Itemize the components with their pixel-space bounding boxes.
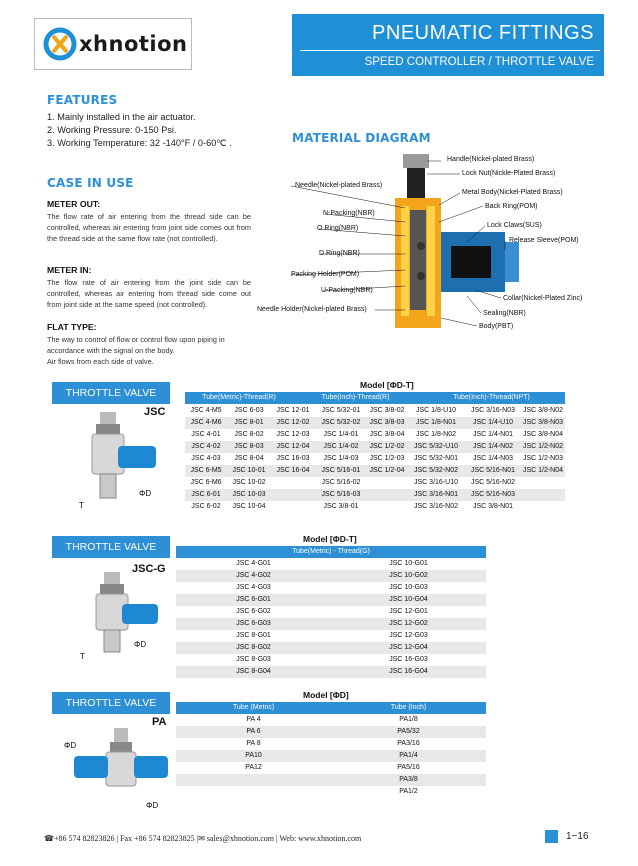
jsc-table-cell: JSC 3/8-N03 — [522, 419, 564, 426]
features-list — [47, 111, 267, 150]
pa-product-image — [70, 726, 170, 806]
jscg-table-cell: JSC 10-G03 — [389, 584, 428, 591]
jsc-table-cell: JSC 3/16-N02 — [414, 503, 458, 510]
page-title: PNEUMATIC FITTINGS — [372, 22, 594, 44]
jsc-table-cell — [521, 477, 565, 489]
jsc-table-cell: JSC 4-03 — [191, 455, 221, 462]
material-diagram — [255, 150, 615, 340]
jsc-table-cell: JSC 5/32-U10 — [414, 443, 458, 450]
jsc-table-cell: JSC 3/8-01 — [323, 503, 359, 510]
pa-table-row — [176, 774, 486, 786]
pa-table-cell: PA1/8 — [399, 716, 418, 723]
jsc-table-cell: JSC 5/32-01 — [321, 407, 361, 414]
jscg-table-row — [176, 618, 486, 630]
jsc-table-cell: JSC 8-04 — [234, 455, 264, 462]
jsc-table-cell: JSC 1/4-U10 — [472, 419, 514, 426]
meter-out-text: The flow rate of air entering from the thread side can be controlled, whereas air entering from joint side comes out from the thread side at the same flow rate (not controlled). — [47, 212, 251, 243]
jsc-table-cell: JSC 1/4-N02 — [472, 443, 514, 450]
feature-item: 3. Working Temperature: 32 -140°F / 0-60℃ . — [47, 138, 232, 148]
jsc-dim-d: ΦD — [139, 489, 152, 498]
jscg-table-cell: JSC 12-G02 — [389, 620, 428, 627]
flat-type-text-2: Air flows from each side of valve. — [47, 357, 154, 366]
jscg-table-cell: JSC 4-G01 — [236, 560, 271, 567]
jsc-table-cell: JSC 10-02 — [232, 479, 266, 486]
jscg-table-header — [176, 546, 486, 558]
jsc-table-cell: JSC 1/2-N02 — [522, 443, 564, 450]
pa-table-row — [176, 750, 486, 762]
pa-header-cell: Tube (Metric) — [232, 704, 275, 711]
diagram-label: Lock Claws(SUS) — [487, 222, 542, 229]
flat-type-title: FLAT TYPE: — [47, 322, 97, 332]
jsc-table-cell: JSC 6-M5 — [190, 467, 222, 474]
diagram-label: Packing Holder(POM) — [291, 271, 360, 278]
jsc-table-cell: JSC 1/4-N01 — [472, 431, 514, 438]
jsc-table-cell — [271, 477, 315, 489]
jsc-table-row — [185, 429, 565, 441]
pa-product-name: PA — [152, 716, 167, 728]
brand-name: xhnotion — [79, 32, 188, 56]
case-heading: CASE IN USE — [47, 176, 134, 190]
pa-table-cell: PA1/4 — [399, 752, 418, 759]
jsc-table-cell: JSC 5/16-N01 — [471, 467, 515, 474]
pa-table-cell: PA5/16 — [397, 764, 420, 771]
flat-type-text: The way to control of flow or control flow upon piping in accordance with the signal on the body. — [47, 335, 225, 355]
jscg-model-label: Model [ΦD-T] — [303, 534, 357, 544]
page-number: 1−16 — [566, 831, 589, 842]
jsc-table-cell: JSC 10-04 — [232, 503, 266, 510]
jsc-table-cell: JSC 12-04 — [276, 443, 310, 450]
pa-table-row — [176, 762, 486, 774]
jsc-product-name: JSC — [144, 406, 166, 418]
pa-table-cell — [176, 786, 331, 798]
jscg-table-cell: JSC 12-G04 — [389, 644, 428, 651]
jsc-table-cell: JSC 1/4-01 — [323, 431, 359, 438]
feature-item: 2. Working Pressure: 0-150 Psi. — [47, 125, 177, 135]
jsc-table-cell: JSC 8-01 — [234, 419, 264, 426]
jsc-table-cell: JSC 3/16-N01 — [414, 491, 458, 498]
jsc-table-row — [185, 453, 565, 465]
meter-in-title: METER IN: — [47, 265, 92, 275]
meter-out-title: METER OUT: — [47, 199, 101, 209]
jsc-table-cell: JSC 4-M6 — [190, 419, 222, 426]
jsc-table-row — [185, 441, 565, 453]
diagram-label: D Ring(NBR) — [319, 250, 360, 257]
pa-table-cell: PA 4 — [246, 716, 261, 723]
jsc-header-cell: Tube(Metric)-Thread(R) — [202, 394, 276, 401]
jsc-table-row — [185, 477, 565, 489]
jsc-table-cell: JSC 6-01 — [191, 491, 221, 498]
jscg-table-row — [176, 654, 486, 666]
jsc-table-cell — [521, 501, 565, 513]
jscg-table-cell: JSC 8-G01 — [236, 632, 271, 639]
jscg-table-cell: JSC 12-G03 — [389, 632, 428, 639]
jsc-table-cell: JSC 5/16-02 — [321, 479, 361, 486]
jsc-header-cell: Tube(Inch)-Thread(NPT) — [453, 394, 530, 401]
pa-dim-d-bottom: ΦD — [146, 801, 159, 810]
jsc-table-cell — [367, 501, 407, 513]
jscg-table-cell: JSC 8-G03 — [236, 656, 271, 663]
pa-table-cell — [176, 774, 331, 786]
jsc-table-cell: JSC 5/32-N01 — [414, 455, 458, 462]
pa-table-cell: PA3/8 — [399, 776, 418, 783]
footer-contact: ☎+86 574 82823826 | Fax +86 574 82823825 |✉ sales@xhnotion.com | Web: www.xhnotion.com — [44, 834, 362, 843]
jsc-table-cell: JSC 1/8-U10 — [415, 407, 457, 414]
diagram-label: Release Sleeve(POM) — [509, 237, 579, 244]
pa-table-cell: PA5/32 — [397, 728, 420, 735]
jscg-table-cell: JSC 8-G02 — [236, 644, 271, 651]
pa-header-cell: Tube (Inch) — [390, 704, 427, 711]
jsc-table-cell: JSC 3/8-04 — [369, 431, 405, 438]
pa-table-row — [176, 786, 486, 798]
pa-table — [176, 714, 486, 798]
jsc-table-header — [185, 392, 565, 404]
jscg-dim-d: ΦD — [134, 640, 147, 649]
pa-table-header — [176, 702, 486, 714]
jscg-table-row — [176, 666, 486, 678]
pa-section-title: THROTTLE VALVE — [52, 692, 170, 714]
jscg-table-cell: JSC 6-G03 — [236, 620, 271, 627]
pa-table-row — [176, 726, 486, 738]
diagram-label: Needle Holder(Nickel-plated Brass) — [257, 306, 367, 313]
pa-table-row — [176, 714, 486, 726]
pa-table-row — [176, 738, 486, 750]
pa-table-cell: PA 6 — [246, 728, 261, 735]
jsc-table-cell: JSC 12-01 — [276, 407, 310, 414]
pa-table-cell: PA 8 — [246, 740, 261, 747]
features-heading: FEATURES — [47, 93, 118, 107]
jsc-table-cell: JSC 16-03 — [276, 455, 310, 462]
page-marker — [545, 830, 558, 843]
jsc-dim-t: T — [79, 501, 84, 510]
jsc-table-cell: JSC 10-01 — [232, 467, 266, 474]
jsc-table-cell: JSC 10-03 — [232, 491, 266, 498]
diagram-label: Back Ring(POM) — [485, 203, 538, 210]
jscg-table-cell: JSC 6-G02 — [236, 608, 271, 615]
pa-model-label: Model [ΦD] — [303, 690, 349, 700]
jsc-table-row — [185, 489, 565, 501]
jsc-table-cell: JSC 12-03 — [276, 431, 310, 438]
jscg-table-cell: JSC 4-G03 — [236, 584, 271, 591]
jscg-table-row — [176, 570, 486, 582]
jscg-table-row — [176, 558, 486, 570]
diagram-label: Handle(Nickel-plated Brass) — [447, 156, 535, 163]
jsc-table-cell: JSC 3/8-N02 — [522, 407, 564, 414]
pa-table-cell: PA12 — [245, 764, 262, 771]
jsc-table-cell: JSC 5/16-03 — [321, 491, 361, 498]
diagram-label: Collar(Nickel-Plated Zinc) — [503, 295, 583, 302]
jsc-table-cell: JSC 5/16-N03 — [471, 491, 515, 498]
jsc-section-title: THROTTLE VALVE — [52, 382, 170, 404]
pa-table-cell: PA3/16 — [397, 740, 420, 747]
jsc-table-cell: JSC 3/8-02 — [369, 407, 405, 414]
diagram-label: N-Packing(NBR) — [323, 210, 375, 217]
title-divider — [300, 50, 600, 51]
jsc-table-cell: JSC 5/16-N02 — [471, 479, 515, 486]
jscg-dim-t: T — [80, 652, 85, 661]
jscg-table-row — [176, 606, 486, 618]
jsc-table-cell: JSC 3/8-03 — [369, 419, 405, 426]
jscg-header-cell: Tube(Metric) - Thread(G) — [292, 548, 370, 555]
pa-dim-d-left: ΦD — [64, 741, 77, 750]
jscg-table-row — [176, 630, 486, 642]
jsc-table-cell: JSC 1/4-03 — [323, 455, 359, 462]
jscg-table-cell: JSC 10-G04 — [389, 596, 428, 603]
jsc-table-cell: JSC 6-M6 — [190, 479, 222, 486]
jsc-table-cell — [367, 489, 407, 501]
jsc-table-cell — [271, 489, 315, 501]
jscg-table-cell: JSC 10-G02 — [389, 572, 428, 579]
jscg-table-cell: JSC 8-G04 — [236, 668, 271, 675]
jsc-table-cell: JSC 3/16-U10 — [414, 479, 458, 486]
jsc-table-row — [185, 405, 565, 417]
jsc-table-cell — [271, 501, 315, 513]
jsc-header-cell: Tube(Inch)-Thread(R) — [321, 394, 390, 401]
jsc-table-cell: JSC 5/32-02 — [321, 419, 361, 426]
valve-illustration — [395, 154, 519, 328]
jsc-table-cell: JSC 6-03 — [234, 407, 264, 414]
diagram-label: Sealing(NBR) — [483, 310, 526, 317]
jsc-table-row — [185, 465, 565, 477]
jscg-table — [176, 558, 486, 678]
page-subtitle: SPEED CONTROLLER / THROTTLE VALVE — [364, 56, 594, 68]
jsc-table-cell: JSC 1/2-03 — [369, 455, 405, 462]
jscg-table-cell: JSC 12-G01 — [389, 608, 428, 615]
jscg-table-cell: JSC 10-G01 — [389, 560, 428, 567]
jsc-table-cell: JSC 1/2-N04 — [522, 467, 564, 474]
diagram-label: Metal Body(Nickel-Plated Brass) — [462, 189, 563, 196]
jsc-table-cell: JSC 3/8-N01 — [472, 503, 514, 510]
jscg-table-cell: JSC 16-G03 — [389, 656, 428, 663]
jsc-table-cell: JSC 1/8-N02 — [415, 431, 457, 438]
jsc-table-cell: JSC 1/2-N03 — [522, 455, 564, 462]
jsc-table-cell: JSC 3/16-N03 — [471, 407, 515, 414]
feature-item: 1. Mainly installed in the air actuator. — [47, 112, 196, 122]
jscg-table-cell: JSC 6-G01 — [236, 596, 271, 603]
jsc-table-cell: JSC 4-01 — [191, 431, 221, 438]
diagram-label: Needle(Nickel-plated Brass) — [295, 182, 383, 189]
jsc-table-cell: JSC 5/32-N02 — [414, 467, 458, 474]
jsc-table-cell — [521, 489, 565, 501]
jsc-table-cell: JSC 1/8-N01 — [415, 419, 457, 426]
jscg-table-row — [176, 582, 486, 594]
jsc-table-cell: JSC 12-02 — [276, 419, 310, 426]
jsc-table-cell: JSC 1/4-02 — [323, 443, 359, 450]
jsc-table-cell: JSC 8-03 — [234, 443, 264, 450]
jscg-product-name: JSC-G — [132, 563, 166, 575]
diagram-label: O Ring(NBR) — [317, 225, 359, 232]
logo-icon — [43, 27, 77, 61]
pa-table-cell: PA10 — [245, 752, 262, 759]
jscg-table-row — [176, 594, 486, 606]
jscg-table-cell: JSC 16-G04 — [389, 668, 428, 675]
jsc-table-cell: JSC 8-02 — [234, 431, 264, 438]
meter-in-text: The flow rate of air entering from the joint side can be controlled, whereas air entering from thread side come out from joint side at the same speed (not controlled). — [47, 278, 251, 309]
jsc-table-cell: JSC 5/16-01 — [321, 467, 361, 474]
brand-logo — [34, 18, 192, 70]
jscg-section-title: THROTTLE VALVE — [52, 536, 170, 558]
jsc-table-cell: JSC 6-02 — [191, 503, 221, 510]
jscg-product-image — [74, 570, 164, 656]
jsc-table-cell: JSC 1/4-N03 — [472, 455, 514, 462]
jsc-model-label: Model [ΦD-T] — [360, 380, 414, 390]
diagram-label: Body(PBT) — [479, 323, 514, 330]
pa-table-cell: PA1/2 — [399, 788, 418, 795]
jscg-table-cell: JSC 4-G02 — [236, 572, 271, 579]
jsc-table-row — [185, 417, 565, 429]
jsc-table-cell: JSC 4-M5 — [190, 407, 222, 414]
jscg-table-row — [176, 642, 486, 654]
jsc-table — [185, 405, 565, 513]
jsc-table-cell: JSC 4-02 — [191, 443, 221, 450]
diagram-heading: MATERIAL DIAGRAM — [292, 131, 431, 145]
jsc-table-cell — [367, 477, 407, 489]
jsc-table-row — [185, 501, 565, 513]
jsc-table-cell: JSC 1/2-04 — [369, 467, 405, 474]
diagram-label: U-Packing(NBR) — [321, 287, 373, 294]
jsc-table-cell: JSC 3/8-N04 — [522, 431, 564, 438]
jsc-table-cell: JSC 1/2-02 — [369, 443, 405, 450]
jsc-table-cell: JSC 16-04 — [276, 467, 310, 474]
diagram-label: Lock Nut(Nickle-Plated Brass) — [462, 170, 556, 177]
